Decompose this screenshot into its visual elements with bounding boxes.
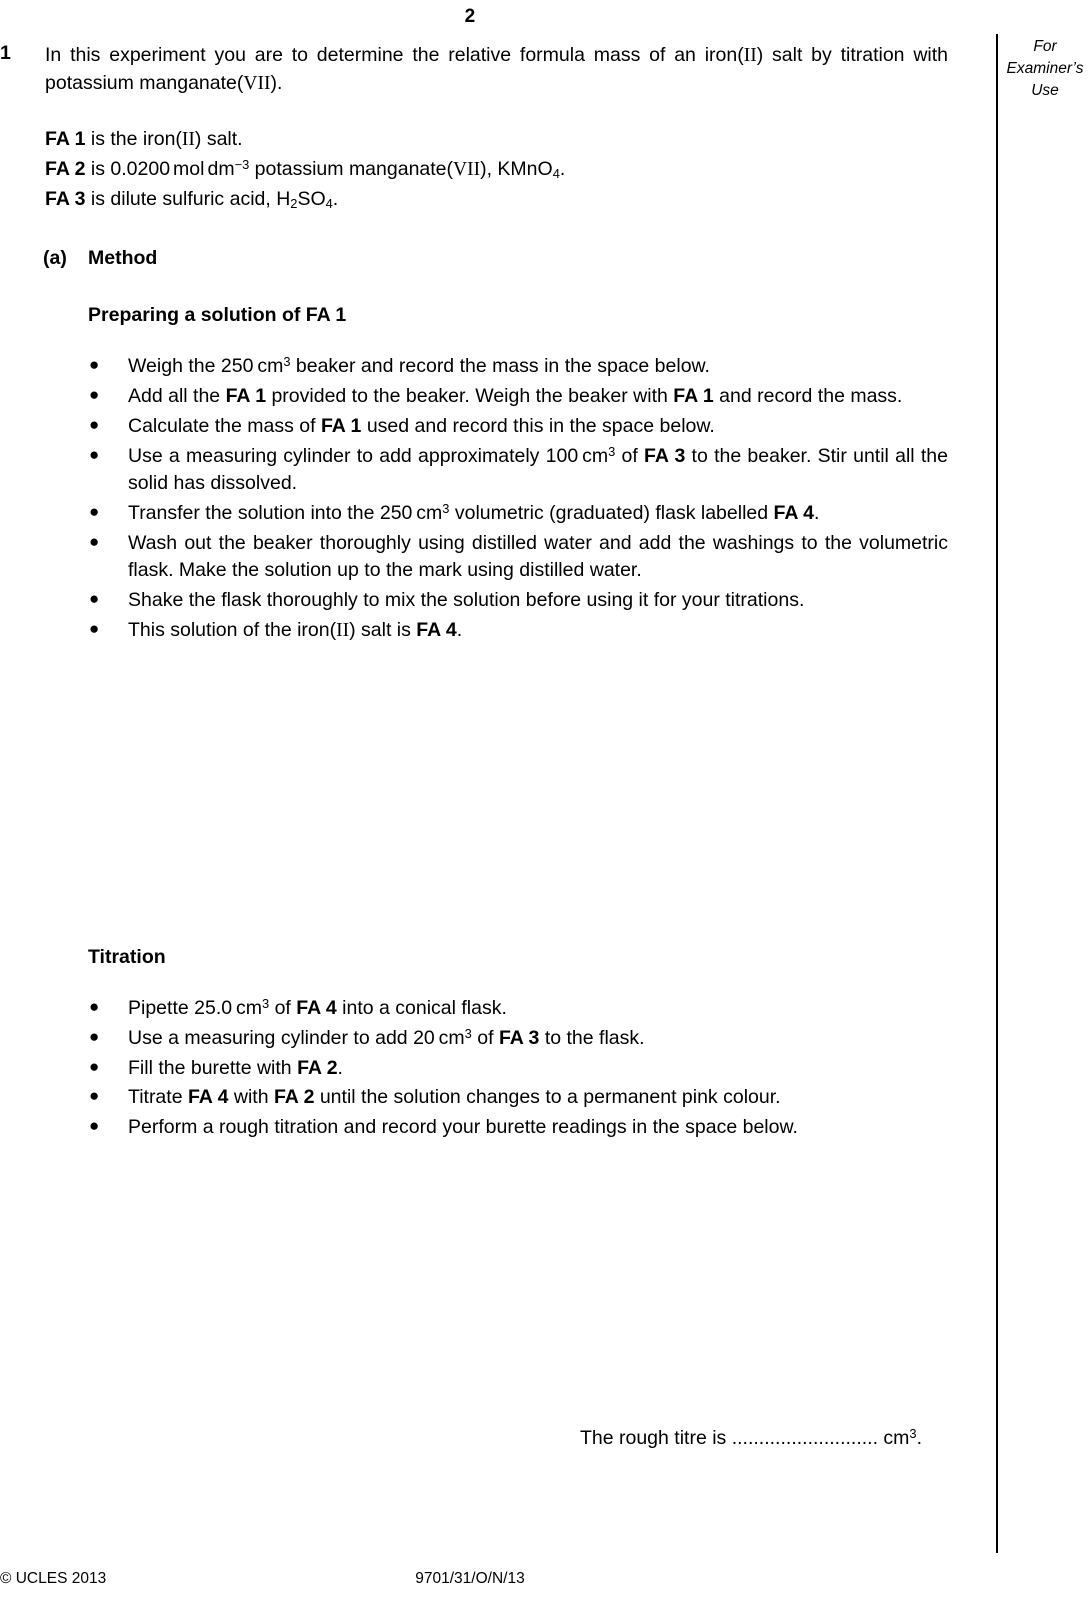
stem-text-3: ). bbox=[270, 71, 283, 94]
examiner-line-1: For bbox=[1033, 38, 1057, 55]
bullet-icon: ● bbox=[89, 1056, 100, 1076]
step-text: Wash out the beaker thoroughly using distilled water and add the washings to the volumetric flask. Make the solution up to the mark using distilled water. bbox=[128, 531, 948, 582]
reagent-fa2-formula-subscript: 4 bbox=[552, 165, 560, 181]
bullet-icon: ● bbox=[89, 355, 100, 375]
step-text: Perform a rough titration and record your burette readings in the space below. bbox=[128, 1116, 798, 1139]
reagent-fa3-line bbox=[45, 185, 960, 214]
reagent-fa1-text-after: ) salt. bbox=[194, 128, 243, 151]
reagent-fa2-name-after: ), KMnO bbox=[480, 158, 553, 181]
step-text: Fill the burette with FA 2. bbox=[128, 1056, 343, 1079]
bullet-icon: ● bbox=[89, 385, 100, 405]
bullet-icon: ● bbox=[89, 531, 100, 551]
answer-space-burette-readings[interactable] bbox=[0, 1144, 960, 1426]
step-text: Add all the FA 1 provided to the beaker. Weigh the beaker with FA 1 and record the mass. bbox=[128, 385, 903, 408]
part-a-label: (a) bbox=[43, 247, 67, 270]
page-footer bbox=[0, 1570, 1088, 1594]
rough-titre-terminator: . bbox=[916, 1426, 922, 1449]
stem-roman-numeral-7: VII bbox=[243, 72, 271, 94]
reagent-fa2-unit-dm: dm bbox=[207, 158, 235, 181]
reagent-fa2-unit-exponent: −3 bbox=[234, 157, 250, 173]
page-number: 2 bbox=[464, 6, 476, 27]
question-stem bbox=[45, 42, 948, 97]
list-item bbox=[0, 1114, 948, 1142]
reagent-list bbox=[0, 125, 960, 213]
reagent-fa3-text: is dilute sulfuric acid, H bbox=[85, 187, 291, 210]
rough-titre-dotted-blank[interactable]: ........................... bbox=[731, 1426, 878, 1449]
footer-paper-code: 9701/31/O/N/13 bbox=[415, 1570, 525, 1587]
part-a-block bbox=[0, 247, 960, 270]
reagent-fa1-label: FA 1 bbox=[45, 128, 86, 151]
list-item bbox=[0, 1084, 948, 1112]
stem-roman-numeral-2: II bbox=[743, 45, 757, 66]
list-item bbox=[0, 1055, 948, 1083]
reagent-fa3-sub-2: 4 bbox=[325, 195, 333, 211]
bullet-icon: ● bbox=[89, 1027, 100, 1046]
bullet-icon: ● bbox=[89, 414, 100, 434]
step-text: Weigh the 250 $cm^3$ beaker and record the mass in the space below. bbox=[128, 354, 710, 378]
reagent-fa3-label: FA 3 bbox=[45, 187, 86, 210]
list-item bbox=[0, 500, 948, 528]
reagent-fa2-label: FA 2 bbox=[45, 158, 86, 181]
for-examiners-use-box bbox=[1004, 36, 1086, 102]
section-heading-preparing: Preparing a solution of FA 1 bbox=[88, 304, 347, 327]
list-item bbox=[0, 530, 948, 585]
reagent-fa2-terminator: . bbox=[559, 158, 566, 181]
list-item bbox=[0, 443, 948, 498]
rough-titre-unit-exponent: 3 bbox=[909, 1425, 917, 1441]
footer-copyright: © UCLES 2013 bbox=[0, 1570, 107, 1587]
step-text: Shake the flask thoroughly to mix the solution before using it for your titrations. bbox=[128, 588, 805, 611]
list-item bbox=[0, 617, 948, 645]
rough-titre-unit: cm bbox=[878, 1426, 910, 1449]
list-item bbox=[0, 1025, 948, 1053]
question-1-block bbox=[0, 42, 960, 97]
reagent-fa3-terminator: . bbox=[332, 187, 339, 210]
stem-text-1: In this experiment you are to determine the relative formula mass of an iron( bbox=[45, 44, 744, 66]
reagent-fa2-name-before: potassium manganate( bbox=[249, 158, 454, 181]
bullet-icon: ● bbox=[89, 501, 100, 521]
step-text: Transfer the solution into the 250 $cm^3$ volumetric (graduated) flask labelled FA 4. bbox=[128, 500, 820, 524]
examiner-column-divider bbox=[996, 34, 998, 1553]
reagent-fa3-mid: SO bbox=[297, 187, 326, 210]
question-number: 1 bbox=[0, 42, 11, 64]
step-text: Use a measuring cylinder to add 20 $cm^3$ of FA 3 to the flask. bbox=[128, 1026, 645, 1049]
bullet-icon: ● bbox=[89, 618, 100, 638]
reagent-fa2-is: is bbox=[85, 158, 111, 181]
list-item bbox=[0, 995, 948, 1023]
step-text: Calculate the mass of FA 1 used and record this in the space below. bbox=[128, 414, 715, 437]
rough-titre-prefix: The rough titre is bbox=[579, 1426, 732, 1449]
reagent-fa2-unit-mol: mol bbox=[173, 158, 205, 181]
preparing-steps-list bbox=[0, 353, 960, 644]
titration-steps-list bbox=[0, 995, 960, 1141]
list-item bbox=[0, 413, 948, 441]
step-text: Pipette 25.0 $cm^3$ of FA 4 into a conical flask. bbox=[128, 996, 507, 1020]
step-text: Titrate FA 4 with FA 2 until the solution changes to a permanent pink colour. bbox=[128, 1086, 781, 1109]
reagent-fa2-line bbox=[45, 155, 960, 185]
bullet-icon: ● bbox=[89, 997, 100, 1017]
reagent-fa1-roman: II bbox=[181, 129, 195, 151]
stem-text-2: ) salt by titration with potassium manganate( bbox=[45, 44, 949, 94]
part-a-title: Method bbox=[88, 247, 158, 270]
answer-space-mass-readings[interactable] bbox=[0, 646, 960, 946]
step-text: This solution of the iron(II) salt is FA 4. bbox=[128, 618, 463, 641]
list-item bbox=[0, 353, 948, 381]
reagent-fa2-concentration: 0.0200 bbox=[110, 158, 171, 181]
rough-titre-answer-line[interactable] bbox=[0, 1426, 960, 1450]
reagent-fa1-text-before: is the iron( bbox=[85, 128, 182, 151]
section-heading-titration: Titration bbox=[88, 946, 166, 969]
bullet-icon: ● bbox=[89, 1116, 100, 1136]
bullet-icon: ● bbox=[89, 1086, 100, 1106]
question-content bbox=[0, 42, 960, 1450]
step-text: Use a measuring cylinder to add approximately 100 $cm^3$ of FA 3 to the beaker. Stir until all the solid has dissolved. bbox=[128, 443, 948, 495]
reagent-fa3-sub-1: 2 bbox=[290, 195, 298, 211]
reagent-fa2-roman: VII bbox=[453, 159, 481, 181]
list-item bbox=[0, 587, 948, 615]
bullet-icon: ● bbox=[89, 444, 100, 464]
examiner-line-3: Use bbox=[1031, 82, 1059, 99]
bullet-icon: ● bbox=[89, 588, 100, 608]
examiner-line-2: Examiner’s bbox=[1006, 60, 1084, 77]
reagent-fa1-line bbox=[45, 125, 960, 155]
list-item bbox=[0, 383, 948, 411]
